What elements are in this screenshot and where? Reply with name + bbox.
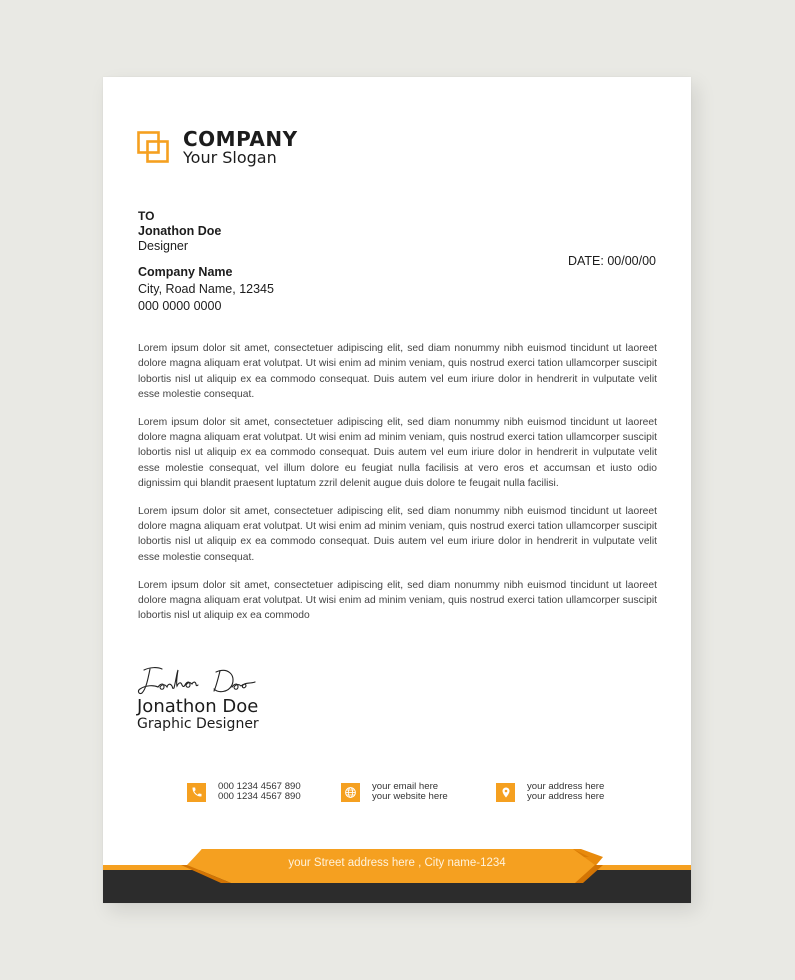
company-logo-icon xyxy=(137,131,169,163)
footer-street-address: your Street address here , City name-1234 xyxy=(288,857,506,869)
company-slogan: Your Slogan xyxy=(183,148,277,167)
contact-phone xyxy=(187,781,301,803)
footer-address-banner xyxy=(103,843,691,903)
body-paragraph: Lorem ipsum dolor sit amet, consectetuer adipiscing elit, sed diam nonummy nibh euismod tincidunt ut laoreet dolore magna aliquam erat volutpat. Ut wisi enim ad minim veniam, quis nostrud exerci tation ullamcorper suscipit lobortis nisl ut aliquip ex ea commodo consequat. Duis autem vel eum iriure dolor in hendrerit in vulputate velit esse molestie consequat. xyxy=(138,505,657,563)
website-line: your website here xyxy=(372,791,448,802)
letterhead-page xyxy=(103,77,691,903)
address-line-1: your address here xyxy=(527,781,605,792)
phone-line-2: 000 1234 4567 890 xyxy=(218,791,301,802)
address-line-2: your address here xyxy=(527,791,605,802)
contact-web xyxy=(341,781,448,803)
phone-icon xyxy=(187,783,206,802)
signatory-title: Graphic Designer xyxy=(137,716,259,732)
body-paragraph: Lorem ipsum dolor sit amet, consectetuer adipiscing elit, sed diam nonummy nibh euismod tincidunt ut laoreet dolore magna aliquam erat volutpat. Ut wisi enim ad minim veniam, quis nostrud exerci tation ullamcorper suscipit lobortis nisl ut aliquip ex ea commodo consequat. Duis autem vel eum iriure dolor in hendrerit in vulputate velit esse molestie consequat. xyxy=(138,343,657,400)
signatory-name: Jonathon Doe xyxy=(137,696,259,717)
email-line: your email here xyxy=(372,781,439,792)
location-pin-icon xyxy=(496,783,515,802)
recipient-role: Designer xyxy=(138,239,189,253)
phone-line-1: 000 1234 4567 890 xyxy=(218,781,301,792)
body-paragraph: Lorem ipsum dolor sit amet, consectetuer adipiscing elit, sed diam nonummy nibh euismod tincidunt ut laoreet dolore magna aliquam erat volutpat. Ut wisi enim ad minim veniam, quis nostrud exerci tation ullamcorper suscipit lobortis nisl ut aliquip ex ea commodo xyxy=(138,579,657,622)
recipient-company-phone: 000 0000 0000 xyxy=(138,299,222,313)
handwritten-signature xyxy=(136,663,272,699)
recipient-company-name: Company Name xyxy=(138,265,233,279)
globe-icon xyxy=(341,783,360,802)
letter-body xyxy=(138,341,657,636)
to-label: TO xyxy=(138,209,155,223)
company-name-heading: COMPANY xyxy=(183,127,298,151)
contact-address xyxy=(496,781,604,803)
letter-date: DATE: 00/00/00 xyxy=(567,254,656,268)
body-paragraph: Lorem ipsum dolor sit amet, consectetuer adipiscing elit, sed diam nonummy nibh euismod tincidunt ut laoreet dolore magna aliquam erat volutpat. Ut wisi enim ad minim veniam, quis nostrud exerci tation ullamcorper suscipit lobortis nisl ut aliquip ex ea commodo consequat. Duis autem vel eum iriure dolor in hendrerit in vulputate velit esse molestie consequat, vel illum dolore eu feugiat nulla facilisis at vero eros et accumsan et iusto odio dignissim qui blandit praesent luptatum zzril delenit augue duis dolore te feugait nulla facilisi. xyxy=(138,416,657,489)
recipient-company-address: City, Road Name, 12345 xyxy=(138,282,274,296)
recipient-name: Jonathon Doe xyxy=(138,224,222,238)
